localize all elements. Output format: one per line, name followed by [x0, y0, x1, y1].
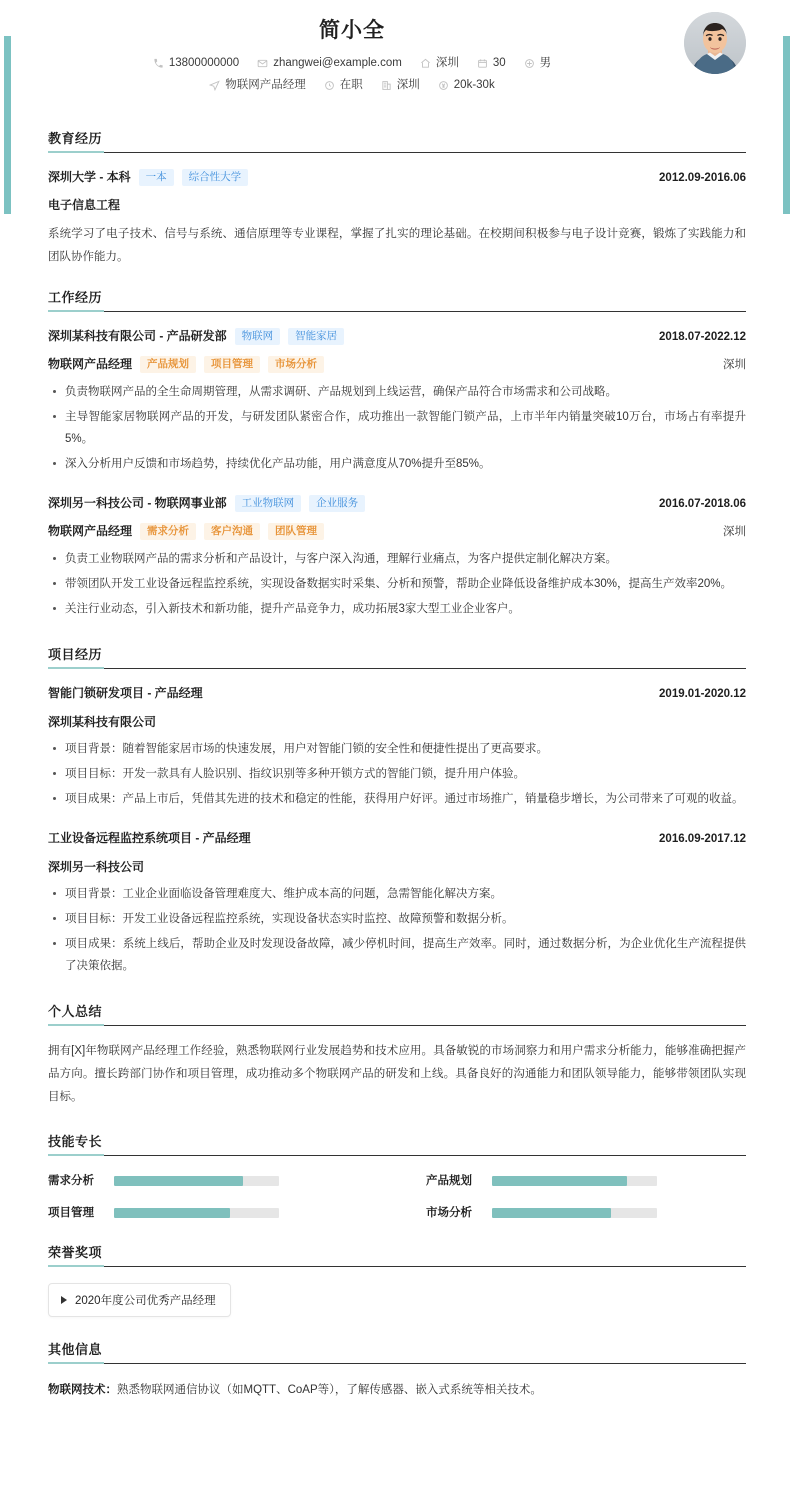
- work-role-tag: 产品规划: [140, 356, 196, 373]
- work-company-tag: 智能家居: [288, 328, 344, 345]
- paper-plane-icon: [209, 80, 220, 91]
- skill-progress-bar: [114, 1176, 279, 1186]
- education-entry-left: [48, 167, 248, 187]
- work-date: 2018.07-2022.12: [659, 331, 746, 343]
- project-entry-header: [48, 828, 746, 849]
- email-icon: [257, 58, 268, 69]
- building-icon: [381, 80, 392, 91]
- contact-hometown: [420, 55, 459, 71]
- contact-phone: [153, 55, 239, 71]
- section-title-work: 工作经历: [48, 290, 103, 305]
- contact-email-text: zhangwei@example.com: [273, 57, 402, 69]
- project-org: 深圳某科技有限公司: [48, 715, 157, 729]
- project-entry: [48, 828, 746, 977]
- section-accent-underline: [48, 1024, 104, 1026]
- contact-line-secondary: [48, 77, 746, 93]
- list-item: 负责工业物联网产品的需求分析和产品设计，与客户深入沟通，理解行业痛点，为客户提供定制化解决方案。: [48, 548, 746, 570]
- page-title: 简小全: [319, 19, 385, 42]
- work-location: 深圳: [723, 359, 746, 371]
- work-entry: [48, 326, 746, 475]
- contact-position-text: 物联网产品经理: [225, 79, 306, 91]
- list-item: 项目成果：产品上市后，凭借其先进的技术和稳定的性能，获得用户好评。通过市场推广，销量稳步增长，为公司带来了可观的收益。: [48, 788, 746, 810]
- section-header-skills: [48, 1133, 746, 1156]
- section-header-work: [48, 289, 746, 312]
- education-description: 系统学习了电子技术、信号与系统、通信原理等专业课程，掌握了扎实的理论基础。在校期间积极参与电子设计竞赛，锻炼了实践能力和团队协作能力。: [48, 228, 746, 263]
- work-role-tag: 团队管理: [268, 523, 324, 540]
- education-tag: 综合性大学: [182, 169, 249, 186]
- list-item: 项目背景：随着智能家居市场的快速发展，用户对智能门锁的安全性和便捷性提出了更高要求。: [48, 738, 746, 760]
- contact-salary-text: 20k-30k: [453, 79, 495, 91]
- contact-hometown-text: 深圳: [435, 57, 459, 69]
- contact-line-primary: [48, 55, 746, 71]
- work-role-tag: 客户沟通: [204, 523, 260, 540]
- skill-progress-fill: [492, 1208, 611, 1218]
- status-icon: [324, 80, 335, 91]
- section-project: [48, 646, 746, 977]
- skill-progress-fill: [114, 1176, 243, 1186]
- skill-progress-bar: [114, 1208, 279, 1218]
- work-company-tag: 工业物联网: [235, 495, 302, 512]
- other-info-row: [48, 1379, 746, 1401]
- section-title-project: 项目经历: [48, 647, 103, 662]
- education-school: 深圳大学 - 本科: [48, 170, 131, 184]
- contact-workcity-text: 深圳: [396, 79, 420, 91]
- list-item: 带领团队开发工业设备远程监控系统，实现设备数据实时采集、分析和预警，帮助企业降低设备维护成本30%，提高生产效率20%。: [48, 573, 746, 595]
- work-date: 2016.07-2018.06: [659, 498, 746, 510]
- section-title-skills: 技能专长: [48, 1134, 103, 1149]
- work-role-left: [48, 521, 324, 541]
- skill-progress-fill: [114, 1208, 230, 1218]
- section-work: [48, 289, 746, 620]
- skill-progress-bar: [492, 1208, 657, 1218]
- section-accent-underline: [48, 1154, 104, 1156]
- work-company-tag: 物联网: [235, 328, 281, 345]
- project-title: 智能门锁研发项目 - 产品经理: [48, 686, 203, 700]
- work-location: 深圳: [723, 526, 746, 538]
- list-item: 主导智能家居物联网产品的开发，与研发团队紧密合作，成功推出一款智能门锁产品，上市半年内销量突破10万台，市场占有率提升5%。: [48, 406, 746, 450]
- other-info-label: 物联网技术：: [48, 1384, 117, 1396]
- list-item: 关注行业动态，引入新技术和新功能，提升产品竞争力，成功拓展3家大型工业企业客户。: [48, 598, 746, 620]
- section-summary: [48, 1003, 746, 1109]
- skill-progress-fill: [492, 1176, 627, 1186]
- section-honors: [48, 1244, 746, 1317]
- project-title: 工业设备远程监控系统项目 - 产品经理: [48, 831, 251, 845]
- list-item: 项目成果：系统上线后，帮助企业及时发现设备故障，减少停机时间，提高生产效率。同时，通过数据分析，为企业优化生产流程提供了决策依据。: [48, 933, 746, 977]
- skill-progress-bar: [492, 1176, 657, 1186]
- skill-item: [48, 1172, 368, 1190]
- calendar-icon: [477, 58, 488, 69]
- contact-gender-text: 男: [539, 57, 552, 69]
- section-header-education: [48, 130, 746, 153]
- work-role-row: [48, 354, 746, 375]
- project-bullets: [48, 883, 746, 977]
- work-role-row: [48, 521, 746, 542]
- list-item: 项目背景：工业企业面临设备管理难度大、维护成本高的问题，急需智能化解决方案。: [48, 883, 746, 905]
- contact-workcity: [381, 77, 420, 93]
- education-entry: [48, 167, 746, 269]
- work-role-tag: 市场分析: [268, 356, 324, 373]
- skill-label: 项目管理: [48, 1207, 94, 1219]
- work-entry: [48, 493, 746, 620]
- section-header-summary: [48, 1003, 746, 1026]
- contact-phone-text: 13800000000: [168, 57, 240, 69]
- contact-email: [257, 55, 402, 71]
- section-title-other: 其他信息: [48, 1342, 103, 1357]
- gender-icon: [524, 58, 535, 69]
- work-entry-left: [48, 493, 365, 513]
- summary-text: 拥有[X]年物联网产品经理工作经验，熟悉物联网行业发展趋势和技术应用。具备敏锐的市场洞察力和用户需求分析能力，能够准确把握产品方向。擅长跨部门协作和项目管理，成功推动多个物联网产品的研发和上线。具备良好的沟通能力和团队领导能力，能够带领团队实现目标。: [48, 1045, 746, 1103]
- contact-gender: [524, 55, 552, 71]
- skill-label: 市场分析: [426, 1207, 472, 1219]
- work-company: 深圳另一科技公司 - 物联网事业部: [48, 496, 227, 510]
- section-other: [48, 1341, 746, 1401]
- education-date: 2012.09-2016.06: [659, 172, 746, 184]
- phone-icon: [153, 58, 164, 69]
- chevron-right-icon[interactable]: [61, 1296, 67, 1304]
- home-icon: [420, 58, 431, 69]
- section-education: [48, 130, 746, 269]
- work-company-tag: 企业服务: [309, 495, 365, 512]
- project-org: 深圳另一科技公司: [48, 860, 145, 874]
- section-accent-underline: [48, 310, 104, 312]
- avatar: [684, 12, 746, 74]
- section-title-summary: 个人总结: [48, 1004, 103, 1019]
- skill-label: 产品规划: [426, 1175, 472, 1187]
- project-entry: [48, 683, 746, 810]
- skill-item: [426, 1204, 746, 1222]
- work-role-tag: 项目管理: [204, 356, 260, 373]
- work-bullets: [48, 548, 746, 620]
- section-header-honors: [48, 1244, 746, 1267]
- work-role: 物联网产品经理: [48, 357, 133, 371]
- section-accent-underline: [48, 1362, 104, 1364]
- section-title-education: 教育经历: [48, 131, 103, 146]
- section-accent-underline: [48, 151, 104, 153]
- work-role: 物联网产品经理: [48, 524, 133, 538]
- work-bullets: [48, 381, 746, 475]
- work-entry-header: [48, 326, 746, 347]
- project-date: 2019.01-2020.12: [659, 688, 746, 700]
- honor-item-collapsible[interactable]: [48, 1283, 231, 1317]
- section-skills: [48, 1133, 746, 1222]
- skill-item: [426, 1172, 746, 1190]
- project-date: 2016.09-2017.12: [659, 833, 746, 845]
- project-bullets: [48, 738, 746, 810]
- work-role-tag: 需求分析: [140, 523, 196, 540]
- contact-age-text: 30: [492, 57, 506, 69]
- contact-age: [477, 55, 506, 71]
- education-tag: 一本: [139, 169, 174, 186]
- section-accent-underline: [48, 1265, 104, 1267]
- contact-status: [324, 77, 363, 93]
- skill-item: [48, 1204, 368, 1222]
- resume-header: [48, 0, 746, 110]
- work-entry-left: [48, 326, 344, 346]
- contact-position: [209, 77, 306, 93]
- education-major: 电子信息工程: [48, 198, 121, 212]
- list-item: 深入分析用户反馈和市场趋势，持续优化产品功能，用户满意度从70%提升至85%。: [48, 453, 746, 475]
- list-item: 项目目标：开发工业设备远程监控系统，实现设备状态实时监控、故障预警和数据分析。: [48, 908, 746, 930]
- other-info-text: 熟悉物联网通信协议（如MQTT、CoAP等），了解传感器、嵌入式系统等相关技术。: [117, 1384, 542, 1396]
- work-company: 深圳某科技有限公司 - 产品研发部: [48, 329, 227, 343]
- project-entry-header: [48, 683, 746, 704]
- salary-icon: [438, 80, 449, 91]
- work-role-left: [48, 354, 324, 374]
- honor-list: [48, 1283, 746, 1317]
- list-item: 项目目标：开发一款具有人脸识别、指纹识别等多种开锁方式的智能门锁，提升用户体验。: [48, 763, 746, 785]
- section-header-other: [48, 1341, 746, 1364]
- skill-label: 需求分析: [48, 1175, 94, 1187]
- honor-item-label: 2020年度公司优秀产品经理: [75, 1295, 216, 1307]
- section-accent-underline: [48, 667, 104, 669]
- contact-status-text: 在职: [339, 79, 363, 91]
- contact-salary: [438, 77, 495, 93]
- education-entry-header: [48, 167, 746, 188]
- section-header-project: [48, 646, 746, 669]
- skill-grid: [48, 1172, 746, 1222]
- list-item: 负责物联网产品的全生命周期管理，从需求调研、产品规划到上线运营，确保产品符合市场需求和公司战略。: [48, 381, 746, 403]
- section-title-honors: 荣誉奖项: [48, 1245, 103, 1260]
- work-entry-header: [48, 493, 746, 514]
